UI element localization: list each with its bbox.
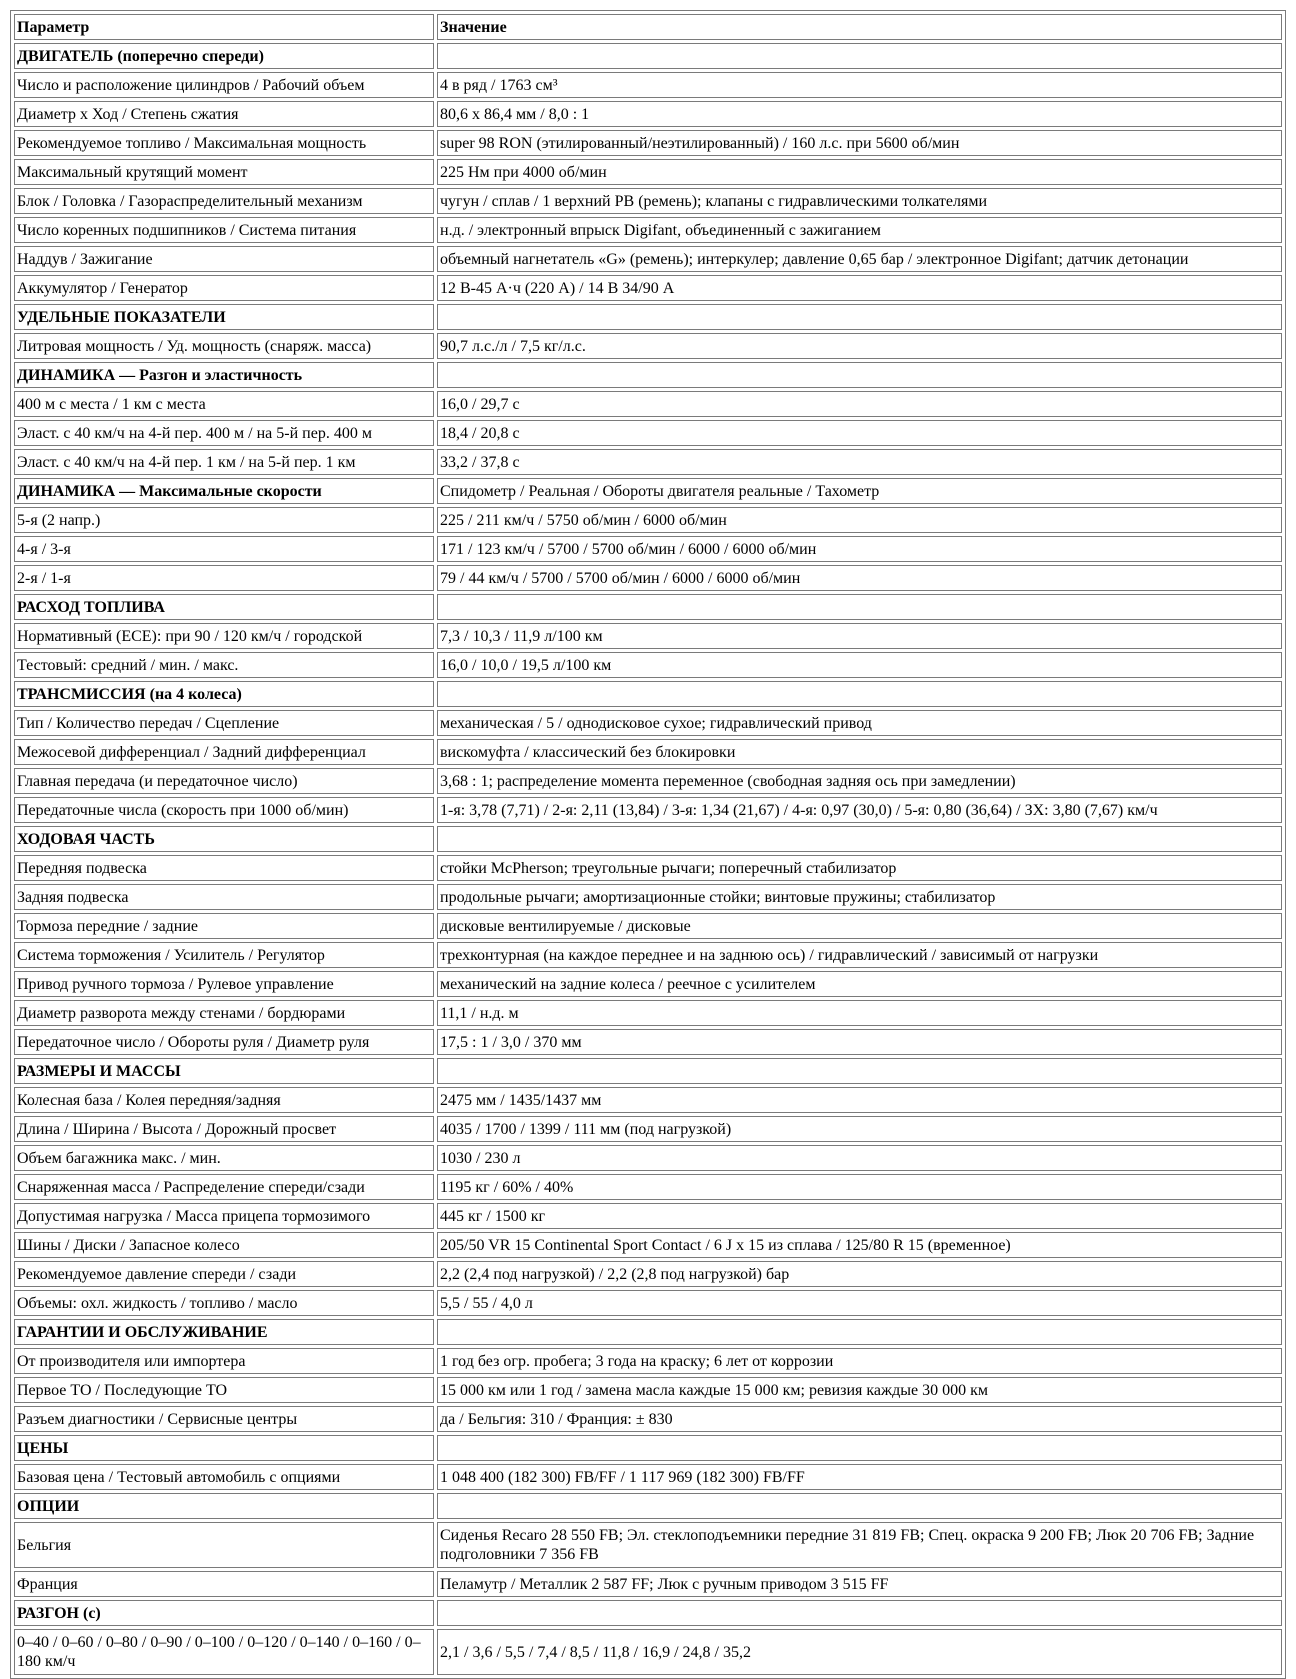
- table-row: [14, 159, 1282, 185]
- section-row: [14, 594, 1282, 620]
- param-cell: Передаточные числа (скорость при 1000 об/мин): [14, 797, 434, 823]
- table-row: [14, 1203, 1282, 1229]
- table-row: [14, 1406, 1282, 1432]
- param-cell: Шины / Диски / Запасное колесо: [14, 1232, 434, 1258]
- param-cell: Эласт. с 40 км/ч на 4-й пер. 400 м / на 5-й пер. 400 м: [14, 420, 434, 446]
- value-cell: 1 год без огр. пробега; 3 года на краску; 6 лет от коррозии: [437, 1348, 1282, 1374]
- table-row: [14, 565, 1282, 591]
- table-row: [14, 1522, 1282, 1568]
- table-row: [14, 391, 1282, 417]
- param-cell: 0–40 / 0–60 / 0–80 / 0–90 / 0–100 / 0–120 / 0–140 / 0–160 / 0–180 км/ч: [14, 1629, 434, 1675]
- param-cell: Колесная база / Колея передняя/задняя: [14, 1087, 434, 1113]
- section-title: ДИНАМИКА — Разгон и эластичность: [14, 362, 434, 388]
- table-row: [14, 130, 1282, 156]
- param-cell: Блок / Головка / Газораспределительный механизм: [14, 188, 434, 214]
- table-row: [14, 536, 1282, 562]
- table-row: [14, 507, 1282, 533]
- value-cell: 80,6 х 86,4 мм / 8,0 : 1: [437, 101, 1282, 127]
- section-title: ХОДОВАЯ ЧАСТЬ: [14, 826, 434, 852]
- section-title: ОПЦИИ: [14, 1493, 434, 1519]
- param-cell: Первое ТО / Последующие ТО: [14, 1377, 434, 1403]
- value-cell: 15 000 км или 1 год / замена масла каждые 15 000 км; ревизия каждые 30 000 км: [437, 1377, 1282, 1403]
- value-cell: 16,0 / 29,7 с: [437, 391, 1282, 417]
- value-cell: 18,4 / 20,8 с: [437, 420, 1282, 446]
- value-cell: 17,5 : 1 / 3,0 / 370 мм: [437, 1029, 1282, 1055]
- value-cell: [437, 1493, 1282, 1519]
- param-cell: Межосевой дифференциал / Задний дифференциал: [14, 739, 434, 765]
- value-cell: [437, 43, 1282, 69]
- value-cell: дисковые вентилируемые / дисковые: [437, 913, 1282, 939]
- param-cell: Франция: [14, 1571, 434, 1597]
- table-row: [14, 1174, 1282, 1200]
- value-cell: трехконтурная (на каждое переднее и на заднюю ось) / гидравлический / зависимый от нагрузки: [437, 942, 1282, 968]
- table-row: [14, 855, 1282, 881]
- value-cell: [437, 1600, 1282, 1626]
- value-cell: 1195 кг / 60% / 40%: [437, 1174, 1282, 1200]
- table-body: [14, 43, 1282, 1675]
- param-cell: Тормоза передние / задние: [14, 913, 434, 939]
- param-cell: Литровая мощность / Уд. мощность (снаряж. масса): [14, 333, 434, 359]
- param-cell: Нормативный (ECE): при 90 / 120 км/ч / городской: [14, 623, 434, 649]
- value-cell: [437, 594, 1282, 620]
- param-cell: Число и расположение цилиндров / Рабочий объем: [14, 72, 434, 98]
- section-title: УДЕЛЬНЫЕ ПОКАЗАТЕЛИ: [14, 304, 434, 330]
- param-cell: Наддув / Зажигание: [14, 246, 434, 272]
- param-cell: Передаточное число / Обороты руля / Диаметр руля: [14, 1029, 434, 1055]
- param-cell: Передняя подвеска: [14, 855, 434, 881]
- section-title: ЦЕНЫ: [14, 1435, 434, 1461]
- table-row: [14, 971, 1282, 997]
- table-row: [14, 739, 1282, 765]
- param-cell: Число коренных подшипников / Система питания: [14, 217, 434, 243]
- table-row: [14, 1116, 1282, 1142]
- value-cell: [437, 304, 1282, 330]
- value-cell: 11,1 / н.д. м: [437, 1000, 1282, 1026]
- param-cell: Максимальный крутящий момент: [14, 159, 434, 185]
- table-row: [14, 1464, 1282, 1490]
- table-row: [14, 101, 1282, 127]
- value-cell: чугун / сплав / 1 верхний РВ (ремень); клапаны с гидравлическими толкателями: [437, 188, 1282, 214]
- value-cell: 90,7 л.с./л / 7,5 кг/л.с.: [437, 333, 1282, 359]
- table-row: [14, 1029, 1282, 1055]
- value-cell: механический на задние колеса / реечное с усилителем: [437, 971, 1282, 997]
- value-cell: 2,2 (2,4 под нагрузкой) / 2,2 (2,8 под нагрузкой) бар: [437, 1261, 1282, 1287]
- value-cell: продольные рычаги; амортизационные стойки; винтовые пружины; стабилизатор: [437, 884, 1282, 910]
- table-row: [14, 1145, 1282, 1171]
- value-cell: 225 Нм при 4000 об/мин: [437, 159, 1282, 185]
- param-cell: От производителя или импортера: [14, 1348, 434, 1374]
- value-cell: [437, 1435, 1282, 1461]
- value-cell: super 98 RON (этилированный/неэтилированный) / 160 л.с. при 5600 об/мин: [437, 130, 1282, 156]
- section-row: [14, 362, 1282, 388]
- param-cell: Рекомендуемое давление спереди / сзади: [14, 1261, 434, 1287]
- value-cell: 171 / 123 км/ч / 5700 / 5700 об/мин / 6000 / 6000 об/мин: [437, 536, 1282, 562]
- section-row: [14, 1058, 1282, 1084]
- table-row: [14, 1348, 1282, 1374]
- section-title: ГАРАНТИИ И ОБСЛУЖИВАНИЕ: [14, 1319, 434, 1345]
- table-row: [14, 942, 1282, 968]
- table-row: [14, 420, 1282, 446]
- section-title: ДВИГАТЕЛЬ (поперечно спереди): [14, 43, 434, 69]
- value-cell: 3,68 : 1; распределение момента переменное (свободная задняя ось при замедлении): [437, 768, 1282, 794]
- table-row: [14, 710, 1282, 736]
- value-cell: [437, 362, 1282, 388]
- table-row: [14, 246, 1282, 272]
- param-cell: Объем багажника макс. / мин.: [14, 1145, 434, 1171]
- param-cell: 400 м с места / 1 км с места: [14, 391, 434, 417]
- value-cell: вискомуфта / классический без блокировки: [437, 739, 1282, 765]
- value-cell: объемный нагнетатель «G» (ремень); интеркулер; давление 0,65 бар / электронное Digifant; датчик детонации: [437, 246, 1282, 272]
- value-cell: механическая / 5 / однодисковое сухое; гидравлический привод: [437, 710, 1282, 736]
- value-cell: 205/50 VR 15 Continental Sport Contact / 6 J x 15 из сплава / 125/80 R 15 (временное): [437, 1232, 1282, 1258]
- table-row: [14, 1087, 1282, 1113]
- param-cell: Бельгия: [14, 1522, 434, 1568]
- section-row: [14, 681, 1282, 707]
- value-cell: [437, 1319, 1282, 1345]
- value-cell: 4 в ряд / 1763 см³: [437, 72, 1282, 98]
- section-row: [14, 43, 1282, 69]
- value-cell: [437, 1058, 1282, 1084]
- param-cell: Система торможения / Усилитель / Регулятор: [14, 942, 434, 968]
- value-cell: 1030 / 230 л: [437, 1145, 1282, 1171]
- param-cell: 5-я (2 напр.): [14, 507, 434, 533]
- value-cell: 7,3 / 10,3 / 11,9 л/100 км: [437, 623, 1282, 649]
- param-cell: Допустимая нагрузка / Масса прицепа тормозимого: [14, 1203, 434, 1229]
- section-title: РАЗГОН (с): [14, 1600, 434, 1626]
- value-cell: да / Бельгия: 310 / Франция: ± 830: [437, 1406, 1282, 1432]
- value-cell: 16,0 / 10,0 / 19,5 л/100 км: [437, 652, 1282, 678]
- table-row: [14, 797, 1282, 823]
- value-cell: 79 / 44 км/ч / 5700 / 5700 об/мин / 6000 / 6000 об/мин: [437, 565, 1282, 591]
- section-row: [14, 826, 1282, 852]
- section-row: [14, 478, 1282, 504]
- table-row: [14, 1232, 1282, 1258]
- param-cell: 2-я / 1-я: [14, 565, 434, 591]
- param-cell: 4-я / 3-я: [14, 536, 434, 562]
- table-row: [14, 1377, 1282, 1403]
- value-cell: н.д. / электронный впрыск Digifant, объединенный с зажиганием: [437, 217, 1282, 243]
- param-cell: Аккумулятор / Генератор: [14, 275, 434, 301]
- section-row: [14, 1493, 1282, 1519]
- param-cell: Базовая цена / Тестовый автомобиль с опциями: [14, 1464, 434, 1490]
- table-row: [14, 188, 1282, 214]
- table-row: [14, 768, 1282, 794]
- value-cell: 225 / 211 км/ч / 5750 об/мин / 6000 об/мин: [437, 507, 1282, 533]
- value-cell: 445 кг / 1500 кг: [437, 1203, 1282, 1229]
- table-row: [14, 913, 1282, 939]
- table-row: [14, 1000, 1282, 1026]
- param-cell: Тестовый: средний / мин. / макс.: [14, 652, 434, 678]
- param-cell: Рекомендуемое топливо / Максимальная мощность: [14, 130, 434, 156]
- section-row: [14, 1319, 1282, 1345]
- param-cell: Объемы: охл. жидкость / топливо / масло: [14, 1290, 434, 1316]
- spec-table: [10, 10, 1286, 1679]
- value-cell: [437, 826, 1282, 852]
- table-row: [14, 1571, 1282, 1597]
- param-cell: Длина / Ширина / Высота / Дорожный просвет: [14, 1116, 434, 1142]
- value-cell: 1 048 400 (182 300) FB/FF / 1 117 969 (182 300) FB/FF: [437, 1464, 1282, 1490]
- value-cell: [437, 681, 1282, 707]
- param-cell: Разъем диагностики / Сервисные центры: [14, 1406, 434, 1432]
- value-cell: 12 В-45 А·ч (220 А) / 14 В 34/90 А: [437, 275, 1282, 301]
- section-title: РАСХОД ТОПЛИВА: [14, 594, 434, 620]
- value-cell: 2,1 / 3,6 / 5,5 / 7,4 / 8,5 / 11,8 / 16,9 / 24,8 / 35,2: [437, 1629, 1282, 1675]
- section-row: [14, 304, 1282, 330]
- value-cell: стойки McPherson; треугольные рычаги; поперечный стабилизатор: [437, 855, 1282, 881]
- section-row: [14, 1435, 1282, 1461]
- value-cell: 1-я: 3,78 (7,71) / 2-я: 2,11 (13,84) / 3-я: 1,34 (21,67) / 4-я: 0,97 (30,0) / 5-я: 0,80 (36,64) / ЗХ: 3,80 (7,67) км/ч: [437, 797, 1282, 823]
- header-value: Значение: [437, 14, 1282, 40]
- table-row: [14, 333, 1282, 359]
- section-title: ДИНАМИКА — Максимальные скорости: [14, 478, 434, 504]
- value-cell: Сиденья Recaro 28 550 FB; Эл. стеклоподъемники передние 31 819 FB; Спец. окраска 9 200 FB; Люк 20 706 FB; Задние подголовники 7 356 FB: [437, 1522, 1282, 1568]
- value-cell: 33,2 / 37,8 с: [437, 449, 1282, 475]
- section-row: [14, 1600, 1282, 1626]
- table-header-row: [14, 14, 1282, 40]
- table-row: [14, 884, 1282, 910]
- param-cell: Диаметр х Ход / Степень сжатия: [14, 101, 434, 127]
- param-cell: Задняя подвеска: [14, 884, 434, 910]
- param-cell: Привод ручного тормоза / Рулевое управление: [14, 971, 434, 997]
- value-cell: 5,5 / 55 / 4,0 л: [437, 1290, 1282, 1316]
- table-row: [14, 623, 1282, 649]
- value-cell: 2475 мм / 1435/1437 мм: [437, 1087, 1282, 1113]
- param-cell: Главная передача (и передаточное число): [14, 768, 434, 794]
- table-row: [14, 72, 1282, 98]
- table-row: [14, 217, 1282, 243]
- table-row: [14, 1290, 1282, 1316]
- table-row: [14, 275, 1282, 301]
- table-row: [14, 1629, 1282, 1675]
- table-row: [14, 449, 1282, 475]
- value-cell: 4035 / 1700 / 1399 / 111 мм (под нагрузкой): [437, 1116, 1282, 1142]
- section-title: РАЗМЕРЫ И МАССЫ: [14, 1058, 434, 1084]
- param-cell: Эласт. с 40 км/ч на 4-й пер. 1 км / на 5-й пер. 1 км: [14, 449, 434, 475]
- param-cell: Диаметр разворота между стенами / бордюрами: [14, 1000, 434, 1026]
- table-row: [14, 1261, 1282, 1287]
- table-row: [14, 652, 1282, 678]
- header-param: Параметр: [14, 14, 434, 40]
- param-cell: Тип / Количество передач / Сцепление: [14, 710, 434, 736]
- param-cell: Снаряженная масса / Распределение спереди/сзади: [14, 1174, 434, 1200]
- section-title: ТРАНСМИССИЯ (на 4 колеса): [14, 681, 434, 707]
- value-cell: Спидометр / Реальная / Обороты двигателя реальные / Тахометр: [437, 478, 1282, 504]
- value-cell: Пеламутр / Металлик 2 587 FF; Люк с ручным приводом 3 515 FF: [437, 1571, 1282, 1597]
